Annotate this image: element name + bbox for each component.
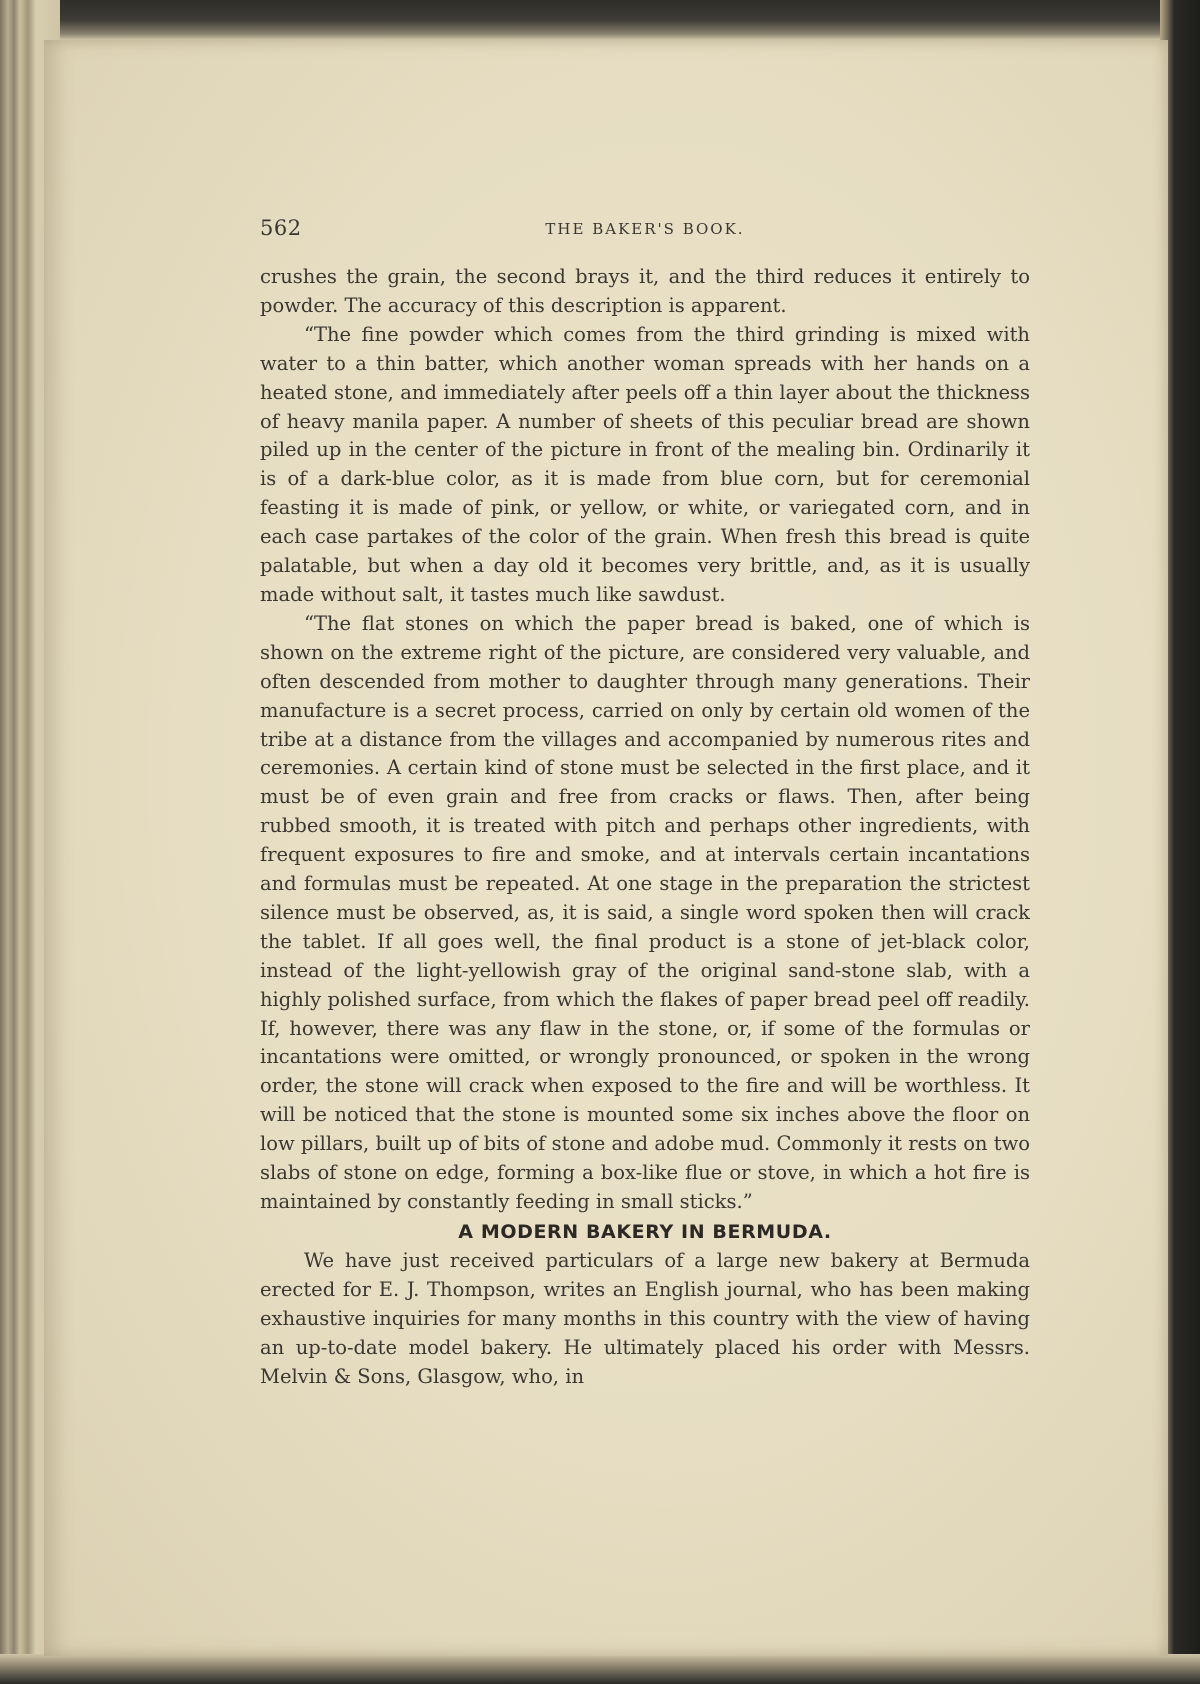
- page-content: [260, 180, 1030, 1391]
- running-title: THE BAKER'S BOOK.: [545, 220, 745, 238]
- paragraph-continuation: crushes the grain, the second brays it, and the third reduces it entirely to powder. The accuracy of this description is apparent.: [260, 265, 1030, 317]
- paragraph-paper-bread: “The fine powder which comes from the third grinding is mixed with water to a thin batter, which another woman spreads with her hands on a heated stone, and immediately after peels off a thin layer about the thickness of heavy manila paper. A number of sheets of this peculiar bread are shown piled up in the center of the picture in front of the mealing bin. Ordinarily it is of a dark-blue color, as it is made from blue corn, but for ceremonial feasting it is made of pink, or yellow, or white, or variegated corn, and in each case partakes of the color of the grain. When fresh this bread is quite palatable, but when a day old it becomes very brittle, and, as it is usually made without salt, it tastes much like sawdust.: [260, 322, 1030, 606]
- book-top-edge: [0, 0, 1200, 40]
- body-text: [260, 263, 1030, 1391]
- paragraph-bermuda-bakery: We have just received particulars of a large new bakery at Bermuda erected for E. J. Thompson, writes an English journal, who has been making exhaustive inquiries for many months in this country with the view of having an up-to-date model bakery. He ultimately placed his order with Messrs. Melvin & Sons, Glasgow, who, in: [260, 1248, 1030, 1388]
- page-number: 562: [260, 216, 302, 240]
- paragraph-flat-stones: “The flat stones on which the paper bread is baked, one of which is shown on the extreme right of the picture, are considered very valuable, and often descended from mother to daughter through many generations. Their manufacture is a secret process, carried on only by certain old women of the tribe at a distance from the villages and accompanied by numerous rites and ceremonies. A certain kind of stone must be selected in the first place, and it must be of even grain and free from cracks or flaws. Then, after being rubbed smooth, it is treated with pitch and perhaps other ingredients, with frequent exposures to fire and smoke, and at intervals certain incantations and formulas must be repeated. At one stage in the preparation the strictest silence must be observed, as, it is said, a single word spoken then will crack the tablet. If all goes well, the final product is a stone of jet-black color, instead of the light-yellowish gray of the original sand-stone slab, with a highly polished surface, from which the flakes of paper bread peel off readily. If, however, there was any flaw in the stone, or, if some of the formulas or incantations were omitted, or wrongly pronounced, or spoken in the wrong order, the stone will crack when exposed to the fire and will be worthless. It will be noticed that the stone is mounted some six inches above the floor on low pillars, built up of bits of stone and adobe mud. Commonly it rests on two slabs of stone on edge, forming a box-like flue or stove, in which a hot fire is maintained by constantly feeding in small sticks.”: [260, 611, 1030, 1213]
- section-heading: A MODERN BAKERY IN BERMUDA.: [458, 1220, 832, 1243]
- book-bottom-edge: [0, 1654, 1200, 1684]
- page-sheet: [44, 40, 1168, 1656]
- running-header: [260, 180, 1030, 240]
